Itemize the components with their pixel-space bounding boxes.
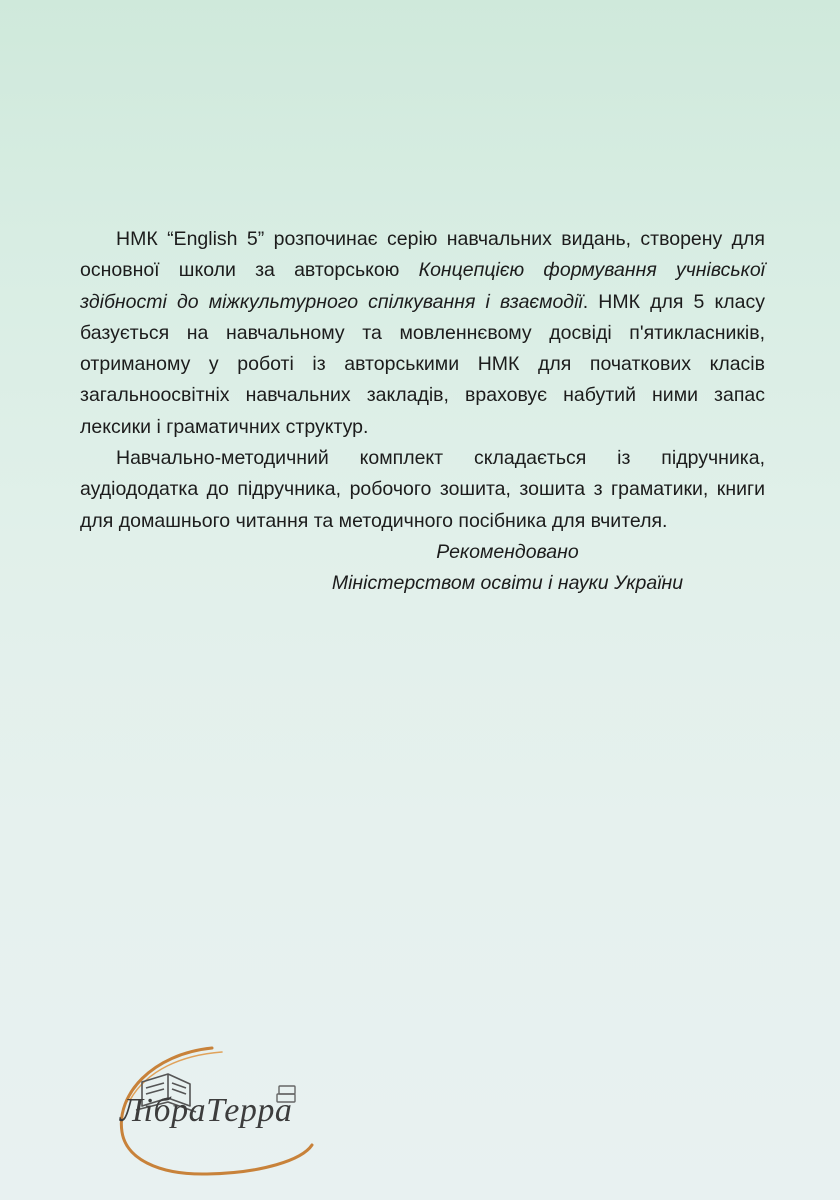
recommendation-line-2: Міністерством освіти і науки України xyxy=(331,572,684,595)
recommendation-line-1: Рекомендовано xyxy=(436,540,579,563)
annotation-text xyxy=(80,224,765,600)
kit-contents-paragraph: Навчально-методичний комплект складається із підручника, аудіододатка до підручника, робочого зошита, зошита з граматики, книги для домашнього читання та методичного посібника для вчителя. xyxy=(80,447,765,532)
description-paragraph xyxy=(80,224,765,443)
concept-title: Концепцією формування учнівської здібності до міжкультурного спілкування і взаємодії xyxy=(80,259,765,313)
publisher-logo-wordmark xyxy=(120,1092,292,1130)
description-start: НМК “English 5” розпочинає серію навчальних видань, створену для основної школи за авторською xyxy=(80,228,765,282)
description-end: . НМК для 5 класу базується на навчальному та мовленнєвому досвіді п'ятикласників, отриманому у роботі із авторськими НМК для початкових класів загальноосвітніх навчальних закладів, враховує набутий ними запас лексики і граматичних структур. xyxy=(80,290,765,438)
publisher-name: ЛібраТерра xyxy=(120,1092,293,1129)
